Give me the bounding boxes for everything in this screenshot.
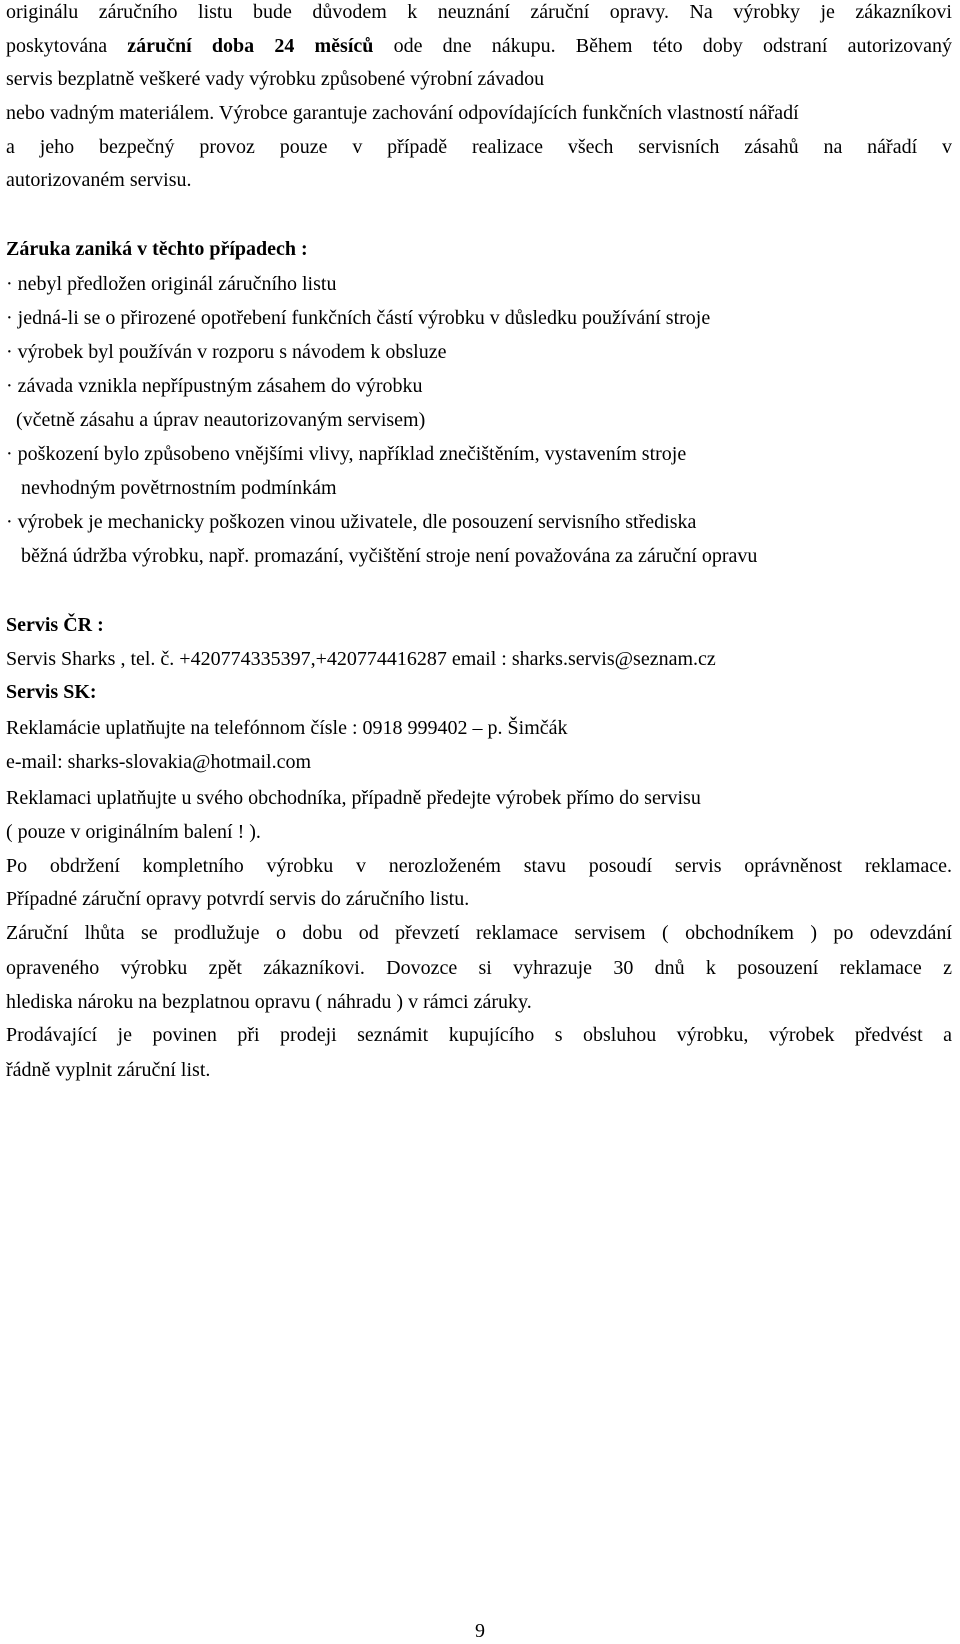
warranty-void-item: · závada vznikla nepřípustným zásahem do výrobku: [6, 375, 423, 397]
claims-line: Reklamaci uplatňujte u svého obchodníka, případně předejte výrobek přímo do servisu: [6, 787, 701, 809]
warranty-void-heading: Záruka zaniká v těchto případech :: [6, 238, 308, 260]
intro-line-6: autorizovaném servisu.: [6, 169, 192, 191]
intro-line-5: a jeho bezpečný provoz pouze v případě realizace všech servisních zásahů na nářadí v: [6, 136, 952, 158]
claims-line: Záruční lhůta se prodlužuje o dobu od převzetí reklamace servisem ( obchodníkem ) po odevzdání: [6, 922, 952, 944]
claims-line: opraveného výrobku zpět zákazníkovi. Dovozce si vyhrazuje 30 dnů k posouzení reklamace z: [6, 957, 952, 979]
page-number: 9: [475, 1620, 485, 1642]
warranty-void-item: · nebyl předložen originál záručního listu: [6, 273, 337, 295]
intro-line-3: servis bezplatně veškeré vady výrobku způsobené výrobní závadou: [6, 68, 545, 90]
intro-line-2: [6, 33, 952, 59]
intro-line-2-start: poskytována: [6, 35, 128, 57]
claims-line: řádně vyplnit záruční list.: [6, 1059, 211, 1081]
service-cz-heading: Servis ČR :: [6, 614, 104, 636]
warranty-void-item: nevhodným povětrnostním podmínkám: [6, 477, 337, 499]
claims-line: Případné záruční opravy potvrdí servis do záručního listu.: [6, 888, 470, 910]
claims-line: Po obdržení kompletního výrobku v nerozloženém stavu posoudí servis oprávněnost reklamace.: [6, 855, 952, 877]
intro-line-4: nebo vadným materiálem. Výrobce garantuje zachování odpovídajících funkčních vlastností nářadí: [6, 102, 799, 124]
warranty-void-item: (včetně zásahu a úprav neautorizovaným servisem): [6, 409, 426, 431]
claims-line: ( pouze v originálním balení ! ).: [6, 821, 261, 843]
warranty-void-item: běžná údržba výrobku, např. promazání, vyčištění stroje není považována za záruční opravu: [6, 545, 758, 567]
claims-line: Prodávající je povinen při prodeji seznámit kupujícího s obsluhou výrobku, výrobek předvést a: [6, 1024, 952, 1046]
intro-line-2-end: ode dne nákupu. Během této doby odstraní autorizovaný: [373, 35, 953, 57]
service-sk-email: e-mail: sharks-slovakia@hotmail.com: [6, 751, 312, 773]
intro-line-1: originálu záručního listu bude důvodem k neuznání záruční opravy. Na výrobky je zákazníkovi: [6, 1, 952, 23]
service-cz-contact: Servis Sharks , tel. č. +420774335397,+420774416287 email : sharks.servis@seznam.cz: [6, 648, 716, 670]
warranty-void-item: · výrobek byl používán v rozporu s návodem k obsluze: [6, 341, 447, 363]
service-sk-phone: Reklamácie uplatňujte na telefónnom čísle : 0918 999402 – p. Šimčák: [6, 717, 568, 739]
warranty-void-item: · výrobek je mechanicky poškozen vinou uživatele, dle posouzení servisního střediska: [6, 511, 697, 533]
warranty-void-item: · poškození bylo způsobeno vnějšími vlivy, například znečištěním, vystavením stroje: [6, 443, 687, 465]
service-sk-heading: Servis SK:: [6, 681, 97, 703]
warranty-period-bold: záruční doba 24 měsíců: [127, 35, 374, 57]
warranty-void-item: · jedná-li se o přirozené opotřebení funkčních částí výrobku v důsledku používání stroje: [6, 307, 711, 329]
claims-line: hlediska nároku na bezplatnou opravu ( náhradu ) v rámci záruky.: [6, 991, 532, 1013]
